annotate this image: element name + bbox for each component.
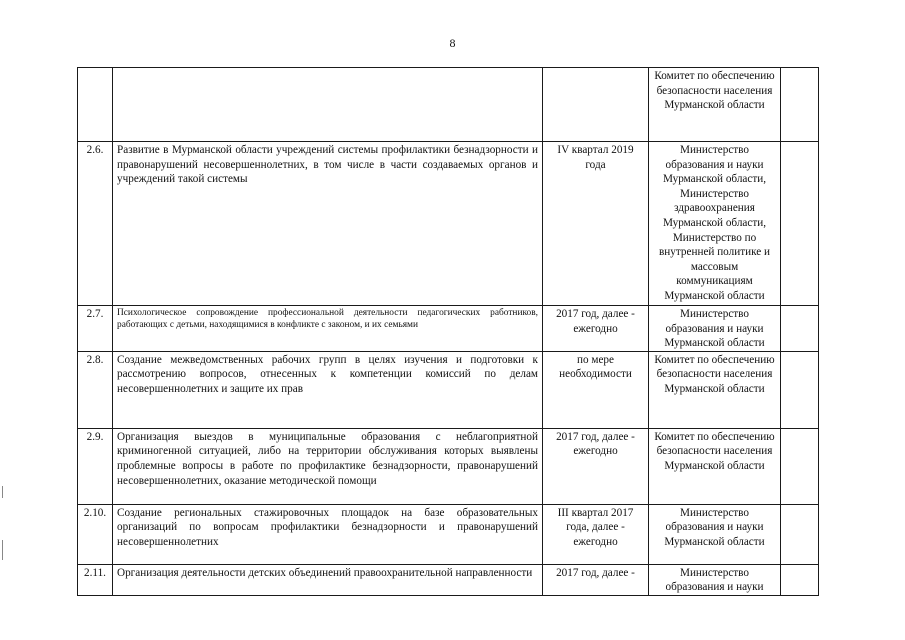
note-cell (781, 428, 819, 504)
deadline: IV квартал 2019 года (543, 142, 649, 306)
table-row (78, 428, 819, 504)
note-cell (781, 351, 819, 428)
responsible-executor: Министерство образования и науки (649, 564, 781, 595)
row-number: 2.11. (78, 564, 113, 595)
row-number: 2.8. (78, 351, 113, 428)
responsible-executor: Министерство образования и науки Мурманской области (649, 306, 781, 352)
measure-description: Психологическое сопровождение профессиональной деятельности педагогических работников, работающих с детьми, находящимися в конфликте с законом, и их семьями (113, 306, 543, 352)
responsible-executor: Министерство образования и науки Мурманской области (649, 504, 781, 564)
deadline: 2017 год, далее - (543, 564, 649, 595)
measure-description: Создание региональных стажировочных площадок на базе образовательных организаций по вопросам профилактики безнадзорности и правонарушений несовершеннолетних (113, 504, 543, 564)
note-cell (781, 68, 819, 142)
measure-description: Развитие в Мурманской области учреждений системы профилактики безнадзорности и правонарушений несовершеннолетних, в том числе в части создаваемых органов и учреждений такой системы (113, 142, 543, 306)
row-number: 2.9. (78, 428, 113, 504)
note-cell (781, 564, 819, 595)
scan-edge-mark (2, 486, 3, 498)
table-row (78, 351, 819, 428)
deadline (543, 68, 649, 142)
measure-description (113, 68, 543, 142)
deadline: 2017 год, далее - ежегодно (543, 306, 649, 352)
table-row (78, 142, 819, 306)
measure-description: Создание межведомственных рабочих групп в целях изучения и подготовки к рассмотрению вопросов, отнесенных к компетенции комиссий по делам несовершеннолетних и защите их прав (113, 351, 543, 428)
measures-table (77, 67, 819, 596)
responsible-executor: Комитет по обеспечению безопасности населения Мурманской области (649, 68, 781, 142)
measure-description: Организация деятельности детских объединений правоохранительной направленности (113, 564, 543, 595)
responsible-executor: Министерство образования и науки Мурманской области, Министерство здравоохранения Мурманской области, Министерство по внутренней политике и массовым коммуникациям Мурманской области (649, 142, 781, 306)
responsible-executor: Комитет по обеспечению безопасности населения Мурманской области (649, 428, 781, 504)
table-row (78, 564, 819, 595)
responsible-executor: Комитет по обеспечению безопасности населения Мурманской области (649, 351, 781, 428)
measure-description: Организация выездов в муниципальные образования с неблагоприятной криминогенной ситуацией, либо на территории обслуживания которых выявлены проблемные вопросы в работе по профилактике безнадзорности, правонарушений несовершеннолетних, оказание методической помощи (113, 428, 543, 504)
note-cell (781, 142, 819, 306)
deadline: по мере необходимости (543, 351, 649, 428)
scan-edge-mark (2, 540, 3, 560)
table-row (78, 306, 819, 352)
table-row (78, 68, 819, 142)
note-cell (781, 504, 819, 564)
note-cell (781, 306, 819, 352)
deadline: III квартал 2017 года, далее - ежегодно (543, 504, 649, 564)
table-row (78, 504, 819, 564)
page-number: 8 (449, 36, 456, 50)
row-number: 2.10. (78, 504, 113, 564)
row-number: 2.6. (78, 142, 113, 306)
row-number: 2.7. (78, 306, 113, 352)
row-number (78, 68, 113, 142)
deadline: 2017 год, далее - ежегодно (543, 428, 649, 504)
